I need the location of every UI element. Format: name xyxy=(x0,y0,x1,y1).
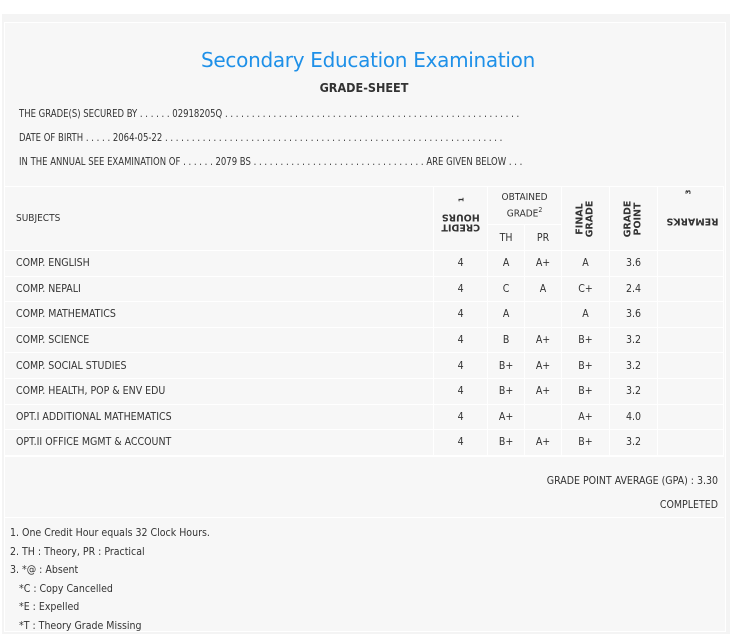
subjects-header: SUBJECTS xyxy=(5,187,434,251)
cell-remarks xyxy=(657,251,723,277)
table-row xyxy=(5,353,724,379)
cell-th: B+ xyxy=(488,378,525,404)
cell-pr: A xyxy=(525,276,562,302)
cell-final: B+ xyxy=(562,430,610,456)
footnote: 1. One Credit Hour equals 32 Clock Hours. xyxy=(10,527,210,539)
cell-gp: 3.6 xyxy=(609,251,657,277)
remarks-header: REMARKS$^3$ xyxy=(657,187,723,251)
footnote: *T : Theory Grade Missing xyxy=(10,619,142,632)
cell-pr: A+ xyxy=(525,251,562,277)
obtained-grade-header: OBTAINED GRADE$^2$ xyxy=(488,187,562,225)
cell-final: A xyxy=(562,302,610,328)
cell-gp: 4.0 xyxy=(609,404,657,430)
footnote: 3. *@ : Absent xyxy=(10,564,79,576)
cell-remarks xyxy=(657,327,723,353)
cell-gp: 3.2 xyxy=(609,378,657,404)
footnote: *E : Expelled xyxy=(10,601,80,613)
cell-gp: 3.6 xyxy=(609,302,657,328)
cell-remarks xyxy=(657,378,723,404)
cell-subject: COMP. HEALTH, POP & ENV EDU xyxy=(5,378,434,404)
cell-th: A+ xyxy=(488,404,525,430)
cell-final: C+ xyxy=(562,276,610,302)
cell-final: B+ xyxy=(562,327,610,353)
secured-by-line: THE GRADE(S) SECURED BY . . . . . . 02918205Q . . . . . . . . . . . . . . . . . . . . . . . . . . . . . . . . . . . . . . . . . . . . . . . . . . . . . . . xyxy=(19,108,520,120)
cell-credit: 4 xyxy=(434,430,488,456)
cell-gp: 2.4 xyxy=(609,276,657,302)
grade-point-header: GRADE POINT xyxy=(609,187,657,251)
cell-remarks xyxy=(657,430,723,456)
cell-gp: 3.2 xyxy=(609,327,657,353)
gpa-value: GRADE POINT AVERAGE (GPA) : 3.30 xyxy=(546,475,718,487)
cell-final: A+ xyxy=(562,404,610,430)
cell-final: B+ xyxy=(562,353,610,379)
cell-pr xyxy=(525,302,562,328)
table-row xyxy=(5,302,724,328)
cell-credit: 4 xyxy=(434,378,488,404)
cell-subject: COMP. NEPALI xyxy=(5,276,434,302)
cell-credit: 4 xyxy=(434,327,488,353)
cell-remarks xyxy=(657,404,723,430)
table-row xyxy=(5,404,724,430)
divider xyxy=(4,456,724,457)
exam-title: Secondary Education Examination xyxy=(201,48,535,72)
exam-line: IN THE ANNUAL SEE EXAMINATION OF . . . . . . 2079 BS . . . . . . . . . . . . . . . . . . . . . . . . . . . . . . . . ARE GIVEN BELOW . . . xyxy=(19,156,523,168)
cell-th: C xyxy=(488,276,525,302)
grades-table xyxy=(4,186,724,456)
cell-subject: OPT.I ADDITIONAL MATHEMATICS xyxy=(5,404,434,430)
pr-header: PR xyxy=(525,225,562,251)
cell-pr xyxy=(525,404,562,430)
cell-remarks xyxy=(657,353,723,379)
dob-line: DATE OF BIRTH . . . . . 2064-05-22 . . . . . . . . . . . . . . . . . . . . . . . . . . . . . . . . . . . . . . . . . . . . . . . . . . . . . . . . . . . . . . . xyxy=(19,132,503,144)
credit-hours-header: CREDIT HOURS$^1$ xyxy=(434,187,488,251)
result-status: COMPLETED xyxy=(659,499,718,511)
footnote: *C : Copy Cancelled xyxy=(10,582,113,595)
cell-subject: COMP. SOCIAL STUDIES xyxy=(5,353,434,379)
cell-pr: A+ xyxy=(525,378,562,404)
table-row xyxy=(5,251,724,277)
table-row xyxy=(5,276,724,302)
table-row xyxy=(5,378,724,404)
cell-gp: 3.2 xyxy=(609,430,657,456)
cell-th: B+ xyxy=(488,430,525,456)
cell-pr: A+ xyxy=(525,430,562,456)
cell-final: A xyxy=(562,251,610,277)
cell-subject: COMP. SCIENCE xyxy=(5,327,434,353)
table-row xyxy=(5,327,724,353)
footnote: 2. TH : Theory, PR : Practical xyxy=(10,545,145,558)
cell-th: A xyxy=(488,302,525,328)
cell-final: B+ xyxy=(562,378,610,404)
th-header: TH xyxy=(488,225,525,251)
grade-sheet-heading: GRADE-SHEET xyxy=(319,80,409,95)
cell-pr: A+ xyxy=(525,353,562,379)
final-grade-header: FINAL GRADE xyxy=(562,187,610,251)
cell-credit: 4 xyxy=(434,302,488,328)
divider xyxy=(4,517,724,518)
cell-pr: A+ xyxy=(525,327,562,353)
cell-remarks xyxy=(657,276,723,302)
cell-credit: 4 xyxy=(434,276,488,302)
cell-remarks xyxy=(657,302,723,328)
cell-credit: 4 xyxy=(434,251,488,277)
cell-credit: 4 xyxy=(434,404,488,430)
cell-th: A xyxy=(488,251,525,277)
cell-gp: 3.2 xyxy=(609,353,657,379)
cell-subject: OPT.II OFFICE MGMT & ACCOUNT xyxy=(5,430,434,456)
cell-th: B xyxy=(488,327,525,353)
cell-credit: 4 xyxy=(434,353,488,379)
table-row xyxy=(5,430,724,456)
cell-subject: COMP. MATHEMATICS xyxy=(5,302,434,328)
cell-th: B+ xyxy=(488,353,525,379)
cell-subject: COMP. ENGLISH xyxy=(5,251,434,277)
